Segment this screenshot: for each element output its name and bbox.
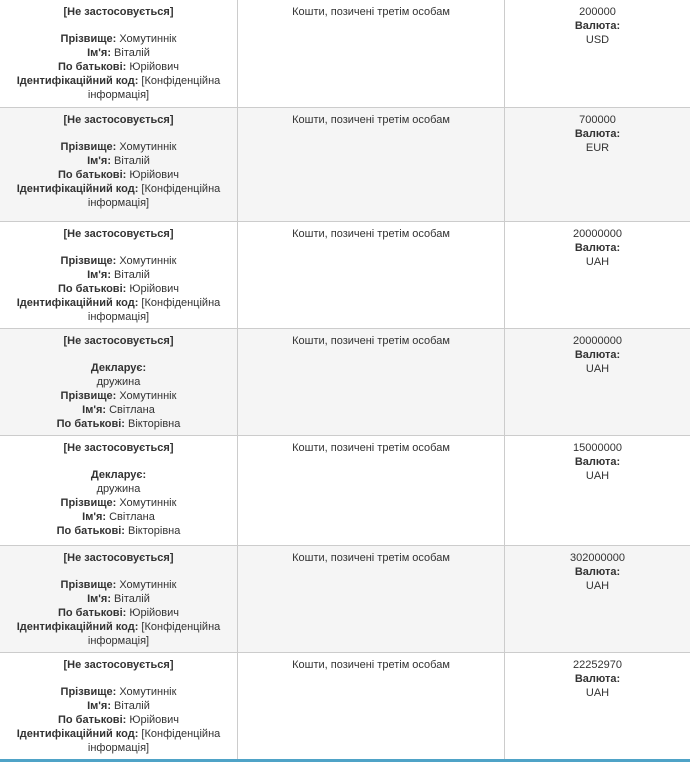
currency-label: Валюта: bbox=[574, 456, 621, 468]
field-value: Хомутиннік bbox=[116, 686, 177, 698]
person-line bbox=[8, 592, 229, 606]
amount-value: 200000 bbox=[579, 6, 616, 18]
field-label: Прізвище: bbox=[60, 579, 117, 591]
field-label: По батькові: bbox=[57, 607, 127, 619]
description-cell bbox=[238, 329, 505, 435]
field-value: [Конфіденційна інформація] bbox=[87, 728, 221, 754]
currency-label: Валюта: bbox=[574, 349, 621, 361]
amount-value: 700000 bbox=[579, 114, 616, 126]
field-value: [Конфіденційна інформація] bbox=[87, 183, 221, 209]
field-value: Юрійович bbox=[126, 283, 180, 295]
person-cell bbox=[0, 0, 238, 107]
field-value: Вікторівна bbox=[124, 525, 181, 537]
field-label: Ім'я: bbox=[82, 511, 107, 523]
person-line bbox=[8, 417, 229, 431]
amount-cell bbox=[505, 329, 690, 435]
field-value: Юрійович bbox=[126, 714, 180, 726]
person-cell bbox=[0, 108, 238, 221]
field-label: Декларує: bbox=[90, 469, 147, 481]
field-label: Ідентифікаційний код: bbox=[16, 621, 139, 633]
field-label: Ідентифікаційний код: bbox=[16, 728, 139, 740]
field-label: По батькові: bbox=[57, 61, 127, 73]
amount-cell bbox=[505, 436, 690, 545]
person-line bbox=[8, 168, 229, 182]
field-value: Віталій bbox=[111, 700, 150, 712]
description-text: Кошти, позичені третім особам bbox=[292, 659, 450, 671]
field-value: Хомутиннік bbox=[116, 579, 177, 591]
person-line bbox=[8, 74, 229, 102]
field-value: дружина bbox=[96, 483, 141, 495]
not-applicable-label: [Не застосовується] bbox=[63, 114, 174, 126]
currency-code: UAH bbox=[585, 580, 610, 592]
person-line bbox=[8, 482, 229, 496]
field-value: Віталій bbox=[111, 47, 150, 59]
field-label: Прізвище: bbox=[60, 686, 117, 698]
field-value: Хомутиннік bbox=[116, 141, 177, 153]
table-row bbox=[0, 108, 690, 222]
not-applicable-label: [Не застосовується] bbox=[63, 552, 174, 564]
currency-code: UAH bbox=[585, 256, 610, 268]
person-line bbox=[8, 510, 229, 524]
not-applicable-label: [Не застосовується] bbox=[63, 442, 174, 454]
person-line bbox=[8, 296, 229, 324]
field-label: По батькові: bbox=[56, 418, 125, 430]
field-value: Хомутиннік bbox=[116, 497, 177, 509]
currency-code: EUR bbox=[585, 142, 610, 154]
person-line bbox=[8, 46, 229, 60]
field-label: Декларує: bbox=[90, 362, 147, 374]
person-line bbox=[8, 727, 229, 755]
amount-value: 302000000 bbox=[569, 552, 626, 564]
field-label: По батькові: bbox=[57, 714, 127, 726]
currency-label: Валюта: bbox=[574, 128, 621, 140]
field-value: Хомутиннік bbox=[116, 390, 177, 402]
person-cell bbox=[0, 546, 238, 652]
description-text: Кошти, позичені третім особам bbox=[292, 228, 450, 240]
amount-cell bbox=[505, 108, 690, 221]
person-line bbox=[8, 60, 229, 74]
currency-code: UAH bbox=[585, 470, 610, 482]
field-label: По батькові: bbox=[56, 525, 125, 537]
field-value: Юрійович bbox=[126, 169, 180, 181]
description-text: Кошти, позичені третім особам bbox=[292, 552, 450, 564]
field-label: Ім'я: bbox=[87, 700, 111, 712]
field-value: Віталій bbox=[111, 269, 150, 281]
table-row bbox=[0, 329, 690, 436]
table-row bbox=[0, 653, 690, 759]
field-label: Ім'я: bbox=[87, 593, 111, 605]
field-value: Юрійович bbox=[126, 607, 180, 619]
person-line bbox=[8, 578, 229, 592]
currency-code: UAH bbox=[585, 363, 610, 375]
field-value: [Конфіденційна інформація] bbox=[87, 297, 221, 323]
person-cell bbox=[0, 436, 238, 545]
currency-label: Валюта: bbox=[574, 673, 621, 685]
amount-value: 22252970 bbox=[573, 659, 622, 671]
person-line bbox=[8, 620, 229, 648]
not-applicable-label: [Не застосовується] bbox=[63, 6, 174, 18]
field-label: Прізвище: bbox=[60, 497, 117, 509]
currency-code: UAH bbox=[585, 687, 610, 699]
field-label: Ідентифікаційний код: bbox=[16, 75, 139, 87]
person-line bbox=[8, 389, 229, 403]
person-line bbox=[8, 524, 229, 538]
field-label: Ідентифікаційний код: bbox=[16, 297, 139, 309]
field-label: Ідентифікаційний код: bbox=[16, 183, 139, 195]
field-label: Прізвище: bbox=[60, 255, 117, 267]
field-label: Ім'я: bbox=[82, 404, 107, 416]
field-value: Віталій bbox=[111, 593, 150, 605]
field-label: Прізвище: bbox=[60, 141, 117, 153]
amount-cell bbox=[505, 546, 690, 652]
field-value: [Конфіденційна інформація] bbox=[87, 75, 221, 101]
table-row bbox=[0, 546, 690, 653]
field-label: Ім'я: bbox=[87, 155, 111, 167]
person-line bbox=[8, 403, 229, 417]
amount-value: 15000000 bbox=[573, 442, 622, 454]
table-row bbox=[0, 222, 690, 329]
amount-cell bbox=[505, 0, 690, 107]
person-line bbox=[8, 375, 229, 389]
person-cell bbox=[0, 222, 238, 328]
not-applicable-label: [Не застосовується] bbox=[63, 335, 174, 347]
not-applicable-label: [Не застосовується] bbox=[63, 228, 174, 240]
description-cell bbox=[238, 108, 505, 221]
description-cell bbox=[238, 222, 505, 328]
person-cell bbox=[0, 653, 238, 759]
currency-label: Валюта: bbox=[574, 566, 621, 578]
field-label: Ім'я: bbox=[87, 47, 111, 59]
amount-value: 20000000 bbox=[573, 335, 622, 347]
person-line bbox=[8, 32, 229, 46]
amount-cell bbox=[505, 222, 690, 328]
description-cell bbox=[238, 0, 505, 107]
field-value: Світлана bbox=[106, 511, 155, 523]
field-value: Хомутиннік bbox=[116, 255, 177, 267]
field-value: Світлана bbox=[106, 404, 155, 416]
person-line bbox=[8, 496, 229, 510]
currency-code: USD bbox=[585, 34, 610, 46]
table-row bbox=[0, 0, 690, 108]
amount-value: 20000000 bbox=[573, 228, 622, 240]
description-text: Кошти, позичені третім особам bbox=[292, 442, 450, 454]
person-line bbox=[8, 699, 229, 713]
person-line bbox=[8, 268, 229, 282]
field-value: Хомутиннік bbox=[116, 33, 177, 45]
person-line bbox=[8, 182, 229, 210]
description-text: Кошти, позичені третім особам bbox=[292, 335, 450, 347]
person-line bbox=[8, 685, 229, 699]
person-line bbox=[8, 361, 229, 375]
not-applicable-label: [Не застосовується] bbox=[63, 659, 174, 671]
person-line bbox=[8, 468, 229, 482]
field-value: Юрійович bbox=[126, 61, 180, 73]
field-value: Віталій bbox=[111, 155, 150, 167]
description-text: Кошти, позичені третім особам bbox=[292, 114, 450, 126]
field-value: [Конфіденційна інформація] bbox=[87, 621, 221, 647]
person-line bbox=[8, 254, 229, 268]
description-cell bbox=[238, 436, 505, 545]
person-line bbox=[8, 713, 229, 727]
person-line bbox=[8, 282, 229, 296]
field-label: Прізвище: bbox=[60, 33, 117, 45]
currency-label: Валюта: bbox=[574, 20, 621, 32]
currency-label: Валюта: bbox=[574, 242, 621, 254]
field-value: Вікторівна bbox=[124, 418, 181, 430]
field-label: По батькові: bbox=[57, 169, 127, 181]
description-text: Кошти, позичені третім особам bbox=[292, 6, 450, 18]
person-line bbox=[8, 606, 229, 620]
amount-cell bbox=[505, 653, 690, 759]
person-line bbox=[8, 140, 229, 154]
person-cell bbox=[0, 329, 238, 435]
field-value: дружина bbox=[96, 376, 141, 388]
description-cell bbox=[238, 653, 505, 759]
field-label: Прізвище: bbox=[60, 390, 117, 402]
table-row bbox=[0, 436, 690, 546]
field-label: По батькові: bbox=[57, 283, 127, 295]
description-cell bbox=[238, 546, 505, 652]
person-line bbox=[8, 154, 229, 168]
field-label: Ім'я: bbox=[87, 269, 111, 281]
